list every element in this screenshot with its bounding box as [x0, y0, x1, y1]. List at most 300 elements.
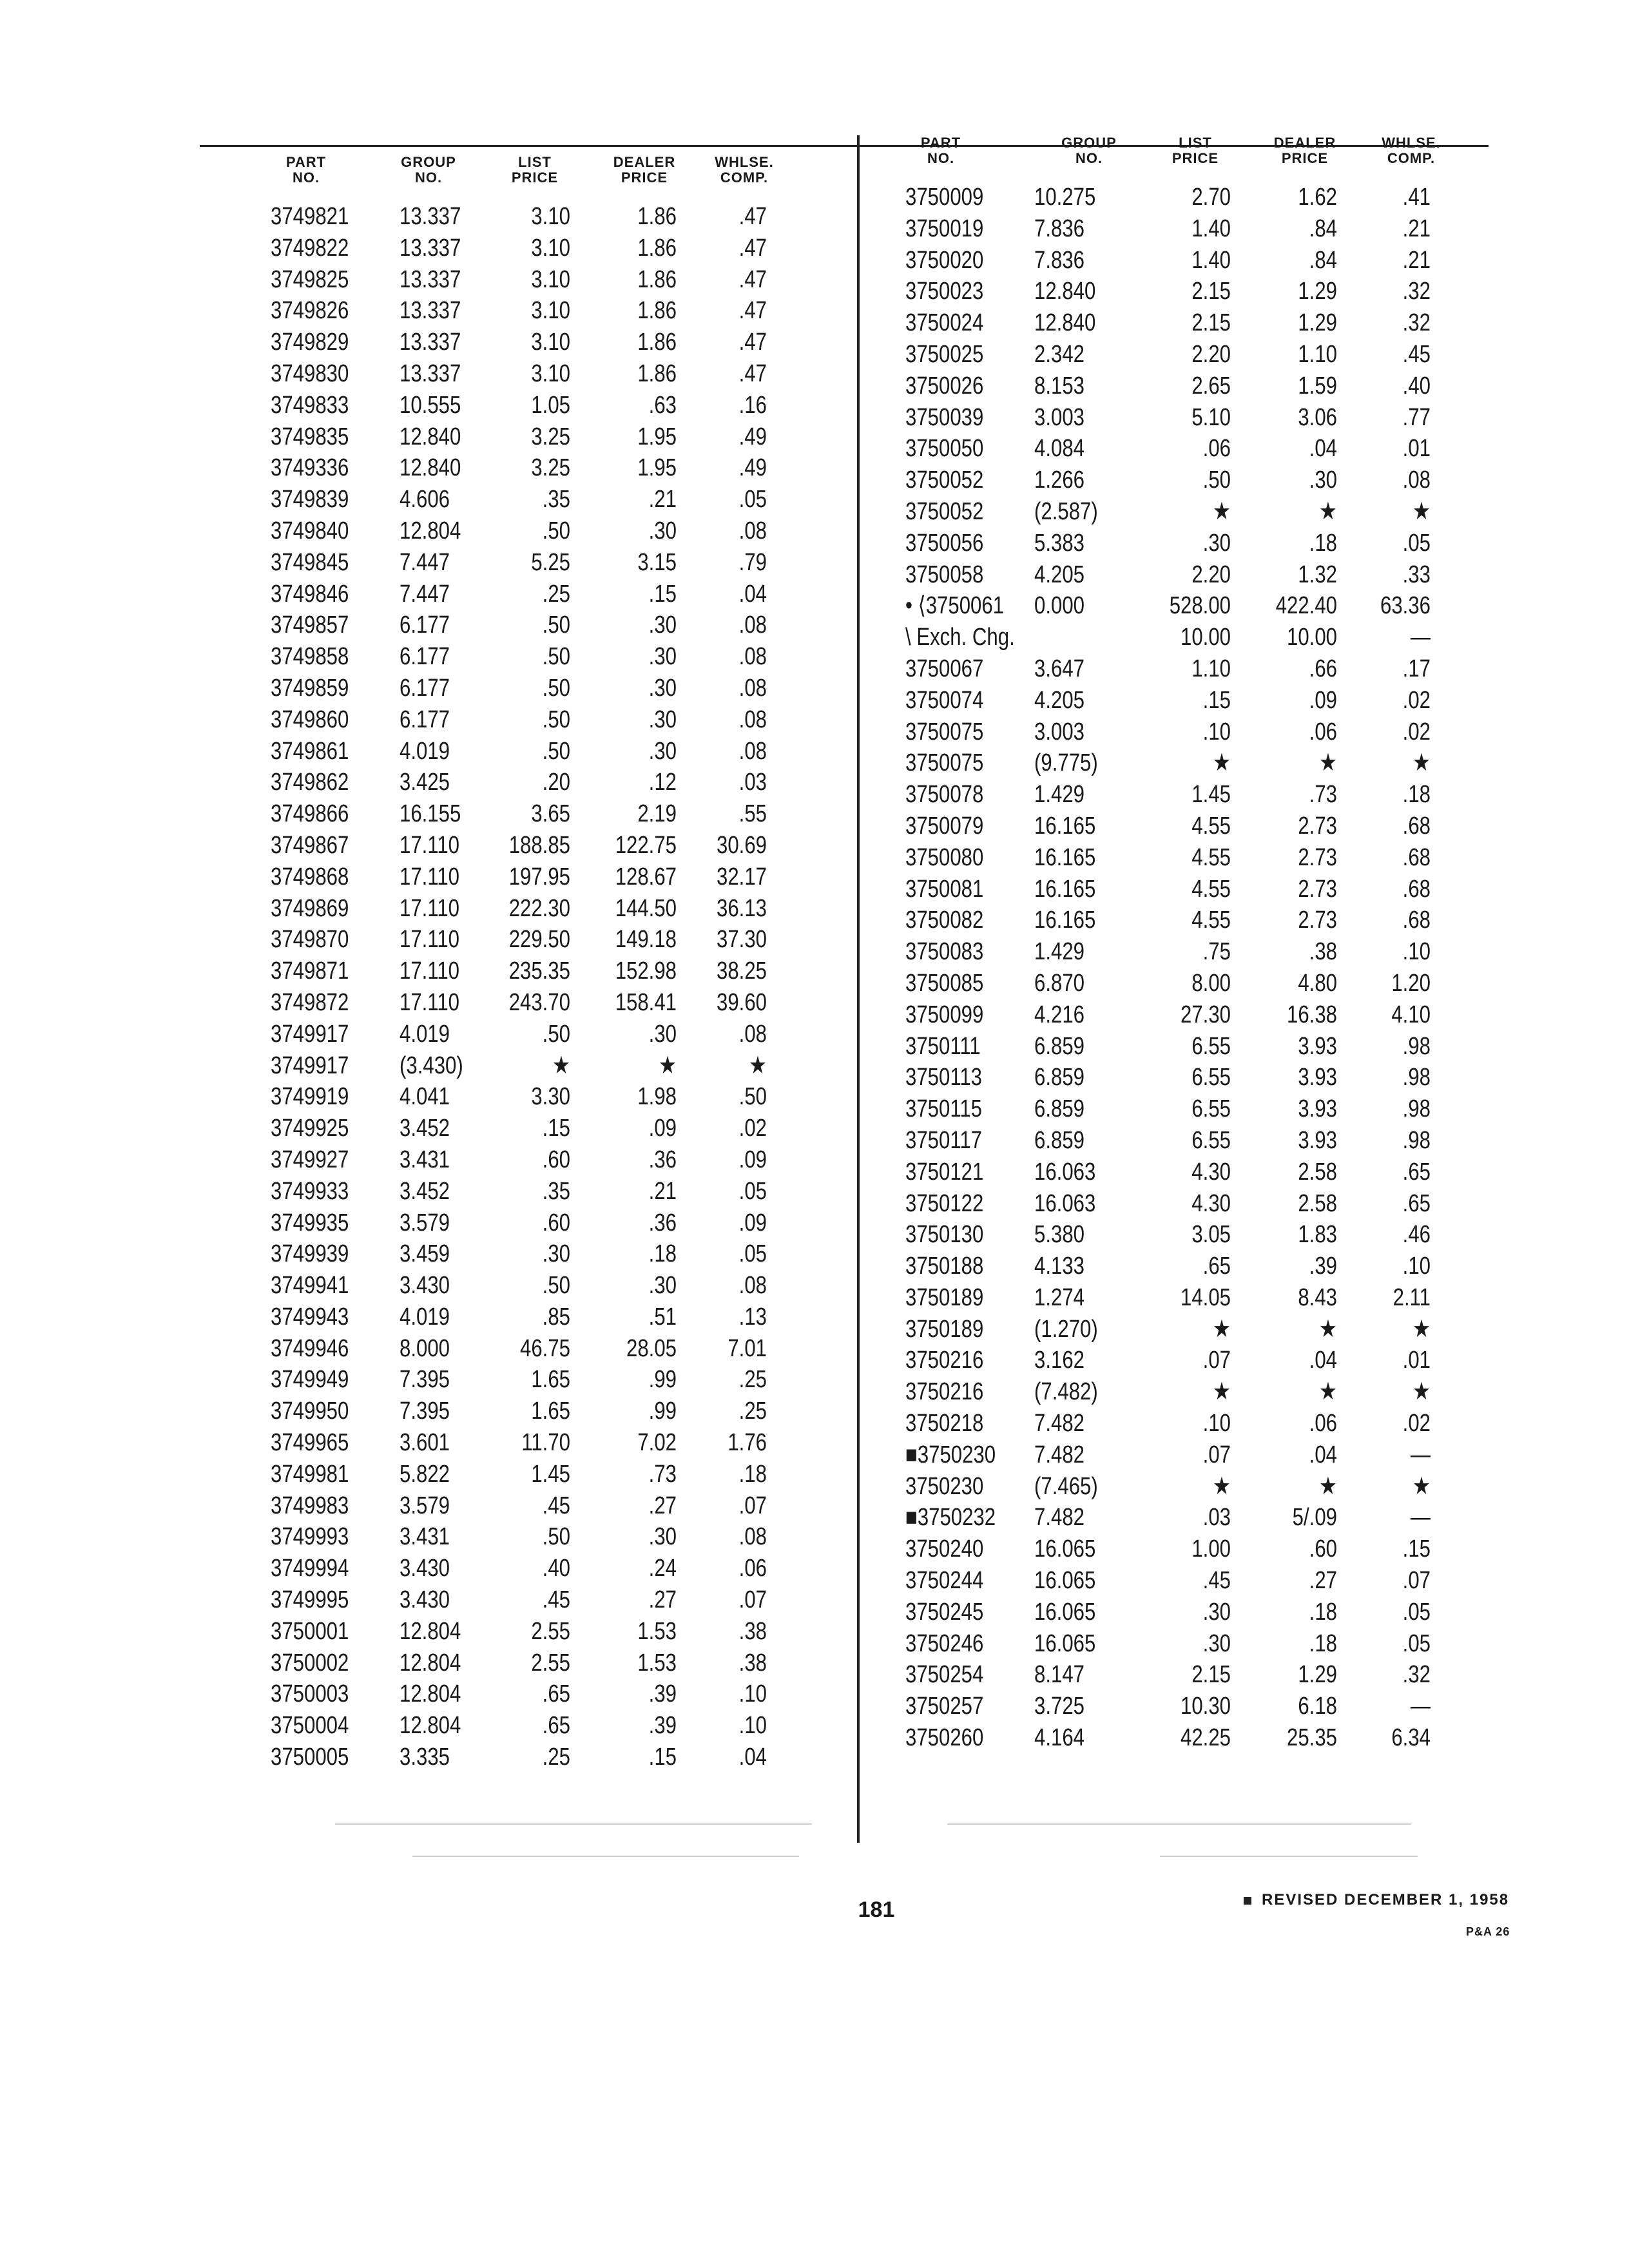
dealer-price-cell: .18	[1309, 1598, 1337, 1626]
dealer-price-cell: 3.15	[637, 548, 677, 576]
whlse-comp-cell: .02	[1402, 1410, 1431, 1437]
whlse-comp-cell: .77	[1402, 403, 1431, 431]
list-price-cell: 27.30	[1181, 1001, 1231, 1028]
group-no-cell: 13.337	[400, 297, 461, 325]
list-price-cell: 2.55	[531, 1617, 570, 1645]
whlse-comp-cell: —	[1410, 1693, 1431, 1720]
list-price-cell: 3.25	[531, 454, 570, 482]
whlse-comp-cell: .49	[738, 454, 767, 482]
group-no-cell: 5.383	[1034, 529, 1084, 557]
dealer-price-cell: 2.73	[1298, 843, 1337, 871]
whlse-comp-cell: ★	[1412, 497, 1431, 525]
whlse-comp-cell: .32	[1402, 1661, 1431, 1689]
part-no-cell: 3750115	[905, 1095, 983, 1123]
part-no-cell: 3750079	[905, 812, 984, 840]
whlse-comp-cell: .05	[1402, 529, 1431, 557]
whlse-comp-cell: 2.11	[1393, 1283, 1431, 1311]
part-no-cell: 3749870	[271, 926, 349, 954]
list-price-cell: ★	[1213, 1472, 1231, 1500]
list-price-cell: 3.65	[531, 800, 570, 828]
list-price-cell: .30	[1202, 1629, 1231, 1657]
whlse-comp-cell: .79	[738, 548, 767, 576]
group-no-header: GROUP NO.	[401, 154, 456, 186]
dealer-price-cell: .21	[648, 486, 677, 514]
list-price-cell: 2.55	[531, 1649, 570, 1677]
list-price-cell: .03	[1202, 1504, 1231, 1532]
list-price-cell: 2.70	[1191, 184, 1231, 211]
whlse-comp-cell: .40	[1402, 372, 1431, 399]
list-price-cell: 10.00	[1181, 624, 1231, 651]
group-no-cell: 7.395	[400, 1366, 450, 1394]
list-price-cell: .65	[1202, 1253, 1231, 1280]
part-no-header: PART NO.	[285, 154, 327, 186]
part-no-cell: 3749826	[271, 297, 349, 325]
list-price-cell: 3.10	[531, 265, 570, 293]
whlse-comp-cell: .33	[1402, 561, 1431, 588]
list-price-cell: 1.05	[531, 391, 570, 419]
part-no-cell: 3749927	[271, 1146, 349, 1173]
dealer-price-cell: .39	[648, 1712, 677, 1740]
part-no-cell: 3750058	[905, 561, 984, 588]
whlse-comp-cell: .01	[1402, 435, 1431, 463]
group-no-cell: 12.840	[1034, 278, 1096, 305]
list-price-cell: 2.15	[1191, 309, 1231, 337]
part-no-cell: 3749983	[271, 1492, 349, 1519]
dealer-price-cell: 3.93	[1298, 1064, 1337, 1091]
part-no-cell: • ⟨3750061	[905, 592, 1005, 620]
group-no-cell: 5.822	[400, 1460, 450, 1488]
group-no-cell: 16.065	[1034, 1535, 1096, 1563]
part-no-cell: 3750130	[905, 1221, 984, 1249]
dealer-price-cell: 6.18	[1298, 1693, 1337, 1720]
list-price-cell: 1.40	[1191, 246, 1231, 274]
list-price-cell: ★	[1213, 497, 1231, 525]
part-no-cell: 3750023	[905, 278, 984, 305]
dealer-price-cell: .30	[648, 517, 677, 544]
whlse-comp-cell: 30.69	[717, 831, 767, 859]
scan-mark	[1160, 1856, 1418, 1857]
group-no-cell: 2.342	[1034, 340, 1084, 368]
part-no-cell: 3750099	[905, 1001, 984, 1028]
whlse-comp-cell: .08	[1402, 466, 1431, 494]
whlse-comp-cell: .25	[738, 1366, 767, 1394]
group-no-cell: 6.859	[1034, 1032, 1084, 1060]
whlse-comp-cell: .18	[1402, 781, 1431, 809]
list-price-cell: 4.30	[1191, 1189, 1231, 1217]
group-no-cell: 6.859	[1034, 1126, 1084, 1154]
part-no-cell: 3749840	[271, 517, 349, 544]
part-no-cell: 3749858	[271, 643, 349, 671]
list-price-cell: .50	[542, 1272, 570, 1300]
whlse-comp-cell: —	[1410, 1504, 1431, 1532]
whlse-comp-cell: .47	[738, 234, 767, 262]
dealer-price-cell: 1.86	[637, 265, 677, 293]
part-no-cell: 3749868	[271, 863, 349, 890]
group-no-cell: 5.380	[1034, 1221, 1084, 1249]
dealer-price-cell: .30	[648, 674, 677, 702]
part-no-cell: 3749949	[271, 1366, 349, 1394]
group-no-cell: 12.840	[400, 423, 461, 450]
part-no-cell: ■3750232	[905, 1504, 996, 1532]
group-no-cell: 12.804	[400, 1649, 461, 1677]
list-price-cell: .40	[542, 1555, 570, 1582]
part-no-cell: 3750246	[905, 1629, 984, 1657]
part-no-cell: 3749866	[271, 800, 349, 828]
list-price-cell: ★	[552, 1052, 570, 1079]
whlse-comp-cell: .98	[1402, 1032, 1431, 1060]
dealer-price-cell: .84	[1309, 215, 1337, 242]
list-price-cell: .30	[1202, 529, 1231, 557]
group-no-cell: 16.165	[1034, 907, 1096, 934]
list-price-cell: ★	[1213, 1378, 1231, 1406]
list-price-cell: 2.15	[1191, 278, 1231, 305]
dealer-price-cell: .30	[1309, 466, 1337, 494]
group-no-cell: 13.337	[400, 329, 461, 356]
group-no-cell: (9.775)	[1034, 749, 1098, 777]
list-price-cell: 42.25	[1181, 1724, 1231, 1752]
whlse-comp-cell: .08	[738, 643, 767, 671]
whlse-comp-cell: 38.25	[717, 957, 767, 985]
dealer-price-cell: 158.41	[615, 988, 677, 1016]
list-price-cell: 6.55	[1191, 1032, 1231, 1060]
whlse-comp-cell: .08	[738, 1272, 767, 1300]
dealer-price-cell: .09	[648, 1115, 677, 1142]
part-no-cell: 3750024	[905, 309, 984, 337]
list-price-cell: .25	[542, 580, 570, 608]
group-no-cell: 1.429	[1034, 938, 1084, 966]
group-no-cell: 1.274	[1034, 1283, 1084, 1311]
whlse-comp-cell: 1.20	[1391, 969, 1431, 997]
whlse-comp-cell: .08	[738, 517, 767, 544]
whlse-comp-cell: 63.36	[1380, 592, 1431, 620]
dealer-price-cell: .99	[648, 1366, 677, 1394]
list-price-cell: ★	[1213, 749, 1231, 777]
dealer-price-cell: ★	[1319, 1315, 1337, 1343]
whlse-comp-cell: .68	[1402, 812, 1431, 840]
list-price-cell: 1.00	[1191, 1535, 1231, 1563]
dealer-price-cell: 1.98	[637, 1083, 677, 1111]
part-no-cell: 3750001	[271, 1617, 349, 1645]
dealer-price-cell: .18	[648, 1240, 677, 1268]
list-price-cell: .06	[1202, 435, 1231, 463]
whlse-comp-header: WHLSE. COMP.	[715, 154, 774, 186]
list-price-cell: .50	[542, 1523, 570, 1551]
whlse-comp-cell: .15	[1402, 1535, 1431, 1563]
whlse-comp-cell: .50	[738, 1083, 767, 1111]
dealer-price-cell: .51	[648, 1303, 677, 1331]
column-divider	[857, 135, 860, 1843]
group-no-cell: (7.465)	[1034, 1472, 1098, 1500]
catalog-code: P&A 26	[1466, 1925, 1510, 1938]
part-no-cell: 3749872	[271, 988, 349, 1016]
dealer-price-cell: .73	[648, 1460, 677, 1488]
whlse-comp-cell: .46	[1402, 1221, 1431, 1249]
group-no-cell: 3.430	[400, 1555, 450, 1582]
dealer-price-cell: 2.58	[1298, 1189, 1337, 1217]
page-number: 181	[858, 1898, 895, 1922]
group-no-cell: 4.164	[1034, 1724, 1084, 1752]
part-no-cell: 3750240	[905, 1535, 984, 1563]
group-no-cell: 10.555	[400, 391, 461, 419]
group-no-cell: 12.840	[400, 454, 461, 482]
group-no-cell: 3.459	[400, 1240, 450, 1268]
dealer-price-cell: .36	[648, 1209, 677, 1236]
list-price-cell: 46.75	[520, 1334, 570, 1362]
dealer-price-cell: 1.59	[1298, 372, 1337, 399]
whlse-comp-cell: .05	[738, 1240, 767, 1268]
part-no-cell: 3749821	[271, 203, 349, 230]
group-no-cell: 3.452	[400, 1115, 450, 1142]
part-no-cell: 3750056	[905, 529, 984, 557]
part-no-cell: 3749830	[271, 360, 349, 387]
dealer-price-cell: 25.35	[1287, 1724, 1337, 1752]
part-no-cell: 3750081	[905, 875, 984, 903]
part-no-cell: 3750189	[905, 1283, 984, 1311]
part-no-cell: 3750074	[905, 686, 984, 714]
whlse-comp-cell: .07	[1402, 1567, 1431, 1595]
group-no-cell: 17.110	[400, 926, 459, 954]
dealer-price-cell: .30	[648, 1020, 677, 1048]
list-price-cell: 2.15	[1191, 1661, 1231, 1689]
part-no-cell: 3749336	[271, 454, 349, 482]
part-no-cell: 3750230	[905, 1472, 984, 1500]
group-no-cell: 7.395	[400, 1398, 450, 1425]
whlse-comp-cell: .10	[1402, 938, 1431, 966]
dealer-price-cell: .12	[648, 769, 677, 796]
part-no-cell: 3750080	[905, 843, 984, 871]
group-no-cell: 4.019	[400, 1303, 450, 1331]
dealer-price-cell: .39	[648, 1680, 677, 1708]
group-no-cell: 12.804	[400, 1680, 461, 1708]
list-price-cell: 5.10	[1191, 403, 1231, 431]
group-no-cell: 17.110	[400, 863, 459, 890]
part-no-cell: 3750067	[905, 655, 984, 682]
dealer-price-cell: 1.53	[637, 1649, 677, 1677]
group-no-cell: 3.335	[400, 1744, 450, 1771]
dealer-price-cell: 3.93	[1298, 1126, 1337, 1154]
group-no-cell: 17.110	[400, 988, 459, 1016]
dealer-price-cell: .15	[648, 580, 677, 608]
part-no-cell: 3750218	[905, 1410, 984, 1437]
group-no-cell: 17.110	[400, 894, 459, 922]
part-no-cell: 3750188	[905, 1253, 984, 1280]
list-price-cell: 11.70	[521, 1429, 570, 1457]
part-no-cell: 3750111	[905, 1032, 981, 1060]
part-no-cell: 3750019	[905, 215, 984, 242]
part-no-cell: 3750245	[905, 1598, 984, 1626]
part-no-cell: 3750083	[905, 938, 984, 966]
whlse-comp-cell: .05	[1402, 1629, 1431, 1657]
part-no-cell: 3749950	[271, 1398, 349, 1425]
group-no-cell: (2.587)	[1034, 497, 1098, 525]
list-price-cell: 1.45	[531, 1460, 570, 1488]
group-no-cell: 4.133	[1034, 1253, 1084, 1280]
list-price-cell: 2.20	[1191, 561, 1231, 588]
group-no-cell: 16.065	[1034, 1629, 1096, 1657]
dealer-price-cell: .04	[1309, 435, 1337, 463]
list-price-cell: 6.55	[1191, 1095, 1231, 1123]
dealer-price-cell: .06	[1309, 718, 1337, 745]
whlse-comp-cell: 1.76	[728, 1429, 767, 1457]
group-no-cell: 16.065	[1034, 1598, 1096, 1626]
dealer-price-cell: 422.40	[1275, 592, 1337, 620]
group-no-cell: 16.063	[1034, 1189, 1096, 1217]
part-no-cell: 3750260	[905, 1724, 984, 1752]
whlse-comp-cell: ★	[1412, 1472, 1431, 1500]
part-no-cell: 3749965	[271, 1429, 349, 1457]
whlse-comp-cell: .08	[738, 674, 767, 702]
group-no-cell: 12.804	[400, 517, 461, 544]
list-price-cell: .75	[1202, 938, 1231, 966]
whlse-comp-cell: .47	[738, 297, 767, 325]
group-no-cell: 3.430	[400, 1272, 450, 1300]
dealer-price-cell: 2.73	[1298, 907, 1337, 934]
dealer-price-cell: ★	[1319, 1472, 1337, 1500]
group-no-cell: 7.447	[400, 580, 450, 608]
whlse-comp-cell: .38	[738, 1617, 767, 1645]
part-no-cell: 3749867	[271, 831, 349, 859]
whlse-comp-cell: .32	[1402, 278, 1431, 305]
list-price-header: LIST PRICE	[511, 154, 559, 186]
whlse-comp-cell: 4.10	[1391, 1001, 1431, 1028]
group-no-cell: 6.177	[400, 706, 450, 733]
dealer-price-cell: 1.95	[637, 454, 677, 482]
group-no-cell: 16.063	[1034, 1158, 1096, 1186]
dealer-price-cell: .38	[1309, 938, 1337, 966]
dealer-price-cell: 7.02	[637, 1429, 677, 1457]
list-price-cell: 229.50	[508, 926, 570, 954]
whlse-comp-cell: .21	[1402, 246, 1431, 274]
part-no-cell: 3749917	[271, 1020, 349, 1048]
scan-mark	[335, 1823, 812, 1825]
dealer-price-cell: 1.62	[1298, 184, 1337, 211]
part-no-cell: 3750052	[905, 497, 984, 525]
part-no-cell: 3749862	[271, 769, 349, 796]
part-no-cell: 3750009	[905, 184, 984, 211]
whlse-comp-cell: .17	[1402, 655, 1431, 682]
dealer-price-cell: 3.93	[1298, 1095, 1337, 1123]
group-no-cell: 4.216	[1034, 1001, 1084, 1028]
whlse-comp-cell: .41	[1402, 184, 1431, 211]
dealer-price-cell: ★	[1319, 749, 1337, 777]
dealer-price-cell: 2.58	[1298, 1158, 1337, 1186]
list-price-cell: 5.25	[531, 548, 570, 576]
whlse-comp-header: WHLSE. COMP.	[1382, 135, 1441, 166]
group-no-cell: 17.110	[400, 957, 459, 985]
whlse-comp-cell: .47	[738, 329, 767, 356]
part-no-cell: 3750052	[905, 466, 984, 494]
group-no-cell: 7.836	[1034, 246, 1084, 274]
dealer-price-cell: .30	[648, 643, 677, 671]
dealer-price-cell: .18	[1309, 529, 1337, 557]
part-no-cell: 3749861	[271, 737, 349, 765]
part-no-cell: 3750216	[905, 1347, 984, 1374]
list-price-cell: 2.65	[1191, 372, 1231, 399]
dealer-price-header: DEALER PRICE	[613, 154, 676, 186]
part-no-cell: 3749993	[271, 1523, 349, 1551]
list-price-cell: 3.30	[531, 1083, 570, 1111]
group-no-cell: 3.725	[1034, 1693, 1084, 1720]
list-price-cell: .45	[542, 1586, 570, 1614]
dealer-price-cell: 28.05	[626, 1334, 677, 1362]
group-no-cell: 3.579	[400, 1209, 450, 1236]
dealer-price-header: DEALER PRICE	[1273, 135, 1336, 166]
group-no-cell: 7.482	[1034, 1441, 1084, 1468]
whlse-comp-cell: .47	[738, 360, 767, 387]
group-no-cell: 6.177	[400, 674, 450, 702]
group-no-cell: 7.447	[400, 548, 450, 576]
list-price-cell: 1.65	[531, 1398, 570, 1425]
whlse-comp-cell: 37.30	[717, 926, 767, 954]
group-no-cell: (1.270)	[1034, 1315, 1098, 1343]
part-no-cell: 3749869	[271, 894, 349, 922]
whlse-comp-cell: 36.13	[717, 894, 767, 922]
list-price-cell: .60	[542, 1209, 570, 1236]
whlse-comp-cell: .05	[738, 486, 767, 514]
group-no-cell: 8.000	[400, 1334, 450, 1362]
list-price-cell: 4.55	[1191, 907, 1231, 934]
group-no-cell: 1.429	[1034, 781, 1084, 809]
list-price-cell: 528.00	[1169, 592, 1231, 620]
part-no-cell: 3750050	[905, 435, 984, 463]
group-no-cell: 10.275	[1034, 184, 1096, 211]
dealer-price-cell: 5/.09	[1292, 1504, 1337, 1532]
group-no-cell: 13.337	[400, 234, 461, 262]
list-price-cell: .60	[542, 1146, 570, 1173]
dealer-price-cell: 3.06	[1298, 403, 1337, 431]
part-no-cell: 3750121	[905, 1158, 984, 1186]
part-no-cell: 3750254	[905, 1661, 984, 1689]
part-no-cell: 3749981	[271, 1460, 349, 1488]
dealer-price-cell: 1.29	[1298, 278, 1337, 305]
list-price-cell: 3.10	[531, 203, 570, 230]
dealer-price-cell: .30	[648, 706, 677, 733]
part-no-cell: 3749995	[271, 1586, 349, 1614]
scan-mark	[947, 1823, 1411, 1825]
group-no-cell: 4.205	[1034, 686, 1084, 714]
whlse-comp-cell: .08	[738, 706, 767, 733]
group-no-cell: 7.482	[1034, 1504, 1084, 1532]
list-price-cell: 8.00	[1191, 969, 1231, 997]
list-price-cell: .15	[1202, 686, 1231, 714]
list-price-cell: .50	[1202, 466, 1231, 494]
list-price-cell: 4.55	[1191, 812, 1231, 840]
whlse-comp-cell: .07	[738, 1586, 767, 1614]
part-no-cell: 3749835	[271, 423, 349, 450]
dealer-price-cell: .73	[1309, 781, 1337, 809]
whlse-comp-cell: .08	[738, 737, 767, 765]
dealer-price-cell: 1.53	[637, 1617, 677, 1645]
whlse-comp-cell: .07	[738, 1492, 767, 1519]
part-no-cell: 3750078	[905, 781, 984, 809]
whlse-comp-cell: .02	[738, 1115, 767, 1142]
dealer-price-cell: ★	[659, 1052, 677, 1079]
group-no-cell: 3.601	[400, 1429, 450, 1457]
list-price-cell: 2.20	[1191, 340, 1231, 368]
group-no-cell: (3.430)	[400, 1052, 463, 1079]
dealer-price-cell: 10.00	[1287, 624, 1337, 651]
part-no-cell: 3749846	[271, 580, 349, 608]
dealer-price-cell: 1.86	[637, 203, 677, 230]
dealer-price-cell: 2.73	[1298, 812, 1337, 840]
whlse-comp-cell: .04	[738, 580, 767, 608]
part-no-cell: 3750025	[905, 340, 984, 368]
group-no-cell: 4.084	[1034, 435, 1084, 463]
dealer-price-cell: 1.95	[637, 423, 677, 450]
group-no-cell: 3.162	[1034, 1347, 1084, 1374]
group-no-cell: 16.065	[1034, 1567, 1096, 1595]
list-price-cell: .20	[542, 769, 570, 796]
